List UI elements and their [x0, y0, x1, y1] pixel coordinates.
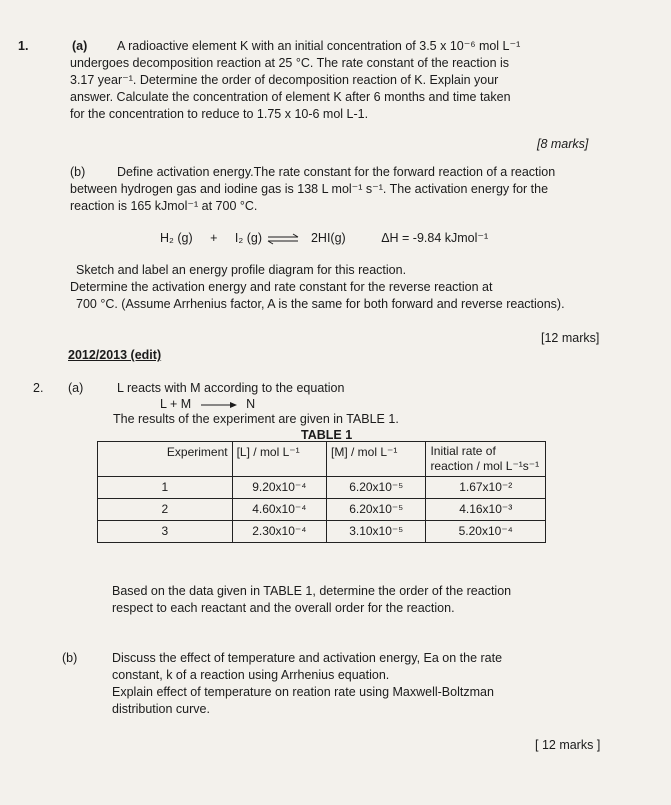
q2b-marks: [ 12 marks ]: [535, 738, 601, 752]
session-heading: 2012/2013 (edit): [68, 348, 162, 362]
cell-experiment: 2: [98, 499, 233, 521]
q1a-text-line: undergoes decomposition reaction at 25 °C. The rate constant of the reaction is: [70, 56, 510, 70]
q1b-body: [70, 181, 548, 215]
plus-sign: +: [210, 231, 218, 245]
q1b-text-line: between hydrogen gas and iodine gas is 138 L mol⁻¹ s⁻¹. The activation energy for the: [70, 182, 549, 196]
cell-m-conc: 3.10x10⁻⁵: [327, 521, 426, 543]
q2-part-b-label: (b): [62, 651, 78, 665]
table-header-row: [98, 442, 546, 477]
header-m-conc: [M] / mol L⁻¹: [327, 442, 426, 477]
equation-rhs: N: [246, 397, 256, 411]
q2b-text-line: Explain effect of temperature on reation rate using Maxwell-Boltzman: [112, 685, 494, 699]
equilibrium-equation: [160, 230, 488, 246]
reactant-i2: I₂ (g): [234, 231, 262, 245]
cell-experiment: 1: [98, 477, 233, 499]
table-title: TABLE 1: [301, 428, 353, 442]
q1b-line-1: [117, 164, 555, 181]
q1b-text-line: 700 °C. (Assume Arrhenius factor, A is the same for both forward and reverse reactions).: [76, 297, 565, 311]
q2a-intro: L reacts with M according to the equation: [117, 381, 345, 395]
cell-rate: 5.20x10⁻⁴: [426, 521, 546, 543]
equilibrium-arrow-icon: [265, 233, 301, 245]
q1a-text-line: for the concentration to reduce to 1.75 x 10-6 mol L-1.: [70, 107, 369, 121]
q1b-text-line: reaction is 165 kJmol⁻¹ at 700 °C.: [70, 199, 258, 213]
q1b-marks: [12 marks]: [541, 331, 600, 345]
cell-m-conc: 6.20x10⁻⁵: [327, 477, 426, 499]
table-row: [98, 477, 546, 499]
reaction-arrow-icon: [199, 400, 239, 410]
q1a-text-line: answer. Calculate the concentration of element K after 6 months and time taken: [70, 90, 511, 104]
results-table: [97, 441, 546, 543]
cell-m-conc: 6.20x10⁻⁵: [327, 499, 426, 521]
cell-rate: 4.16x10⁻³: [426, 499, 546, 521]
question-1-number: 1.: [18, 39, 29, 53]
product-hi: 2HI(g): [310, 231, 346, 245]
header-l-conc: [L] / mol L⁻¹: [232, 442, 326, 477]
q1a-body: [70, 55, 511, 123]
equation-lhs: L + M: [160, 397, 192, 411]
q2a-text-line: respect to each reactant and the overall order for the reaction.: [112, 601, 455, 615]
q1-part-a-label: (a): [72, 39, 88, 53]
q1b-body-2: [76, 262, 406, 279]
enthalpy-value: ΔH = -9.84 kJmol⁻¹: [381, 231, 489, 245]
q2b-text-line: constant, k of a reaction using Arrhenius equation.: [112, 668, 390, 682]
q2a-equation: [160, 396, 255, 412]
table-row: [98, 499, 546, 521]
q1a-marks: [8 marks]: [537, 137, 589, 151]
q2a-results-intro: The results of the experiment are given in TABLE 1.: [113, 412, 399, 426]
table-row: [98, 521, 546, 543]
q2b-text-line: distribution curve.: [112, 702, 210, 716]
question-2-number: 2.: [33, 381, 44, 395]
cell-l-conc: 9.20x10⁻⁴: [232, 477, 326, 499]
q2a-text-line: Based on the data given in TABLE 1, determine the order of the reaction: [112, 584, 512, 598]
cell-rate: 1.67x10⁻²: [426, 477, 546, 499]
q1b-text-line: Define activation energy.The rate constant for the forward reaction of a reaction: [117, 165, 556, 179]
header-experiment: Experiment: [98, 442, 233, 477]
q1b-body-3: [70, 279, 565, 313]
q1a-line-1: [117, 38, 520, 55]
reactant-h2: H₂ (g): [160, 231, 193, 245]
q1b-text-line: Determine the activation energy and rate constant for the reverse reaction at: [70, 280, 493, 294]
q1-part-b-label: (b): [70, 165, 86, 179]
q2-part-a-label: (a): [68, 381, 84, 395]
q2b-body: [112, 650, 502, 718]
q1a-text-line: A radioactive element K with an initial concentration of 3.5 x 10⁻⁶ mol L⁻¹: [117, 39, 521, 53]
cell-experiment: 3: [98, 521, 233, 543]
q2a-after-text: [112, 583, 511, 617]
q2b-text-line: Discuss the effect of temperature and activation energy, Ea on the rate: [112, 651, 503, 665]
header-initial-rate: Initial rate of reaction / mol L⁻¹s⁻¹: [426, 442, 546, 477]
q1a-text-line: 3.17 year⁻¹. Determine the order of decomposition reaction of K. Explain your: [70, 73, 499, 87]
q1b-text-line: Sketch and label an energy profile diagram for this reaction.: [76, 263, 407, 277]
cell-l-conc: 4.60x10⁻⁴: [232, 499, 326, 521]
cell-l-conc: 2.30x10⁻⁴: [232, 521, 326, 543]
